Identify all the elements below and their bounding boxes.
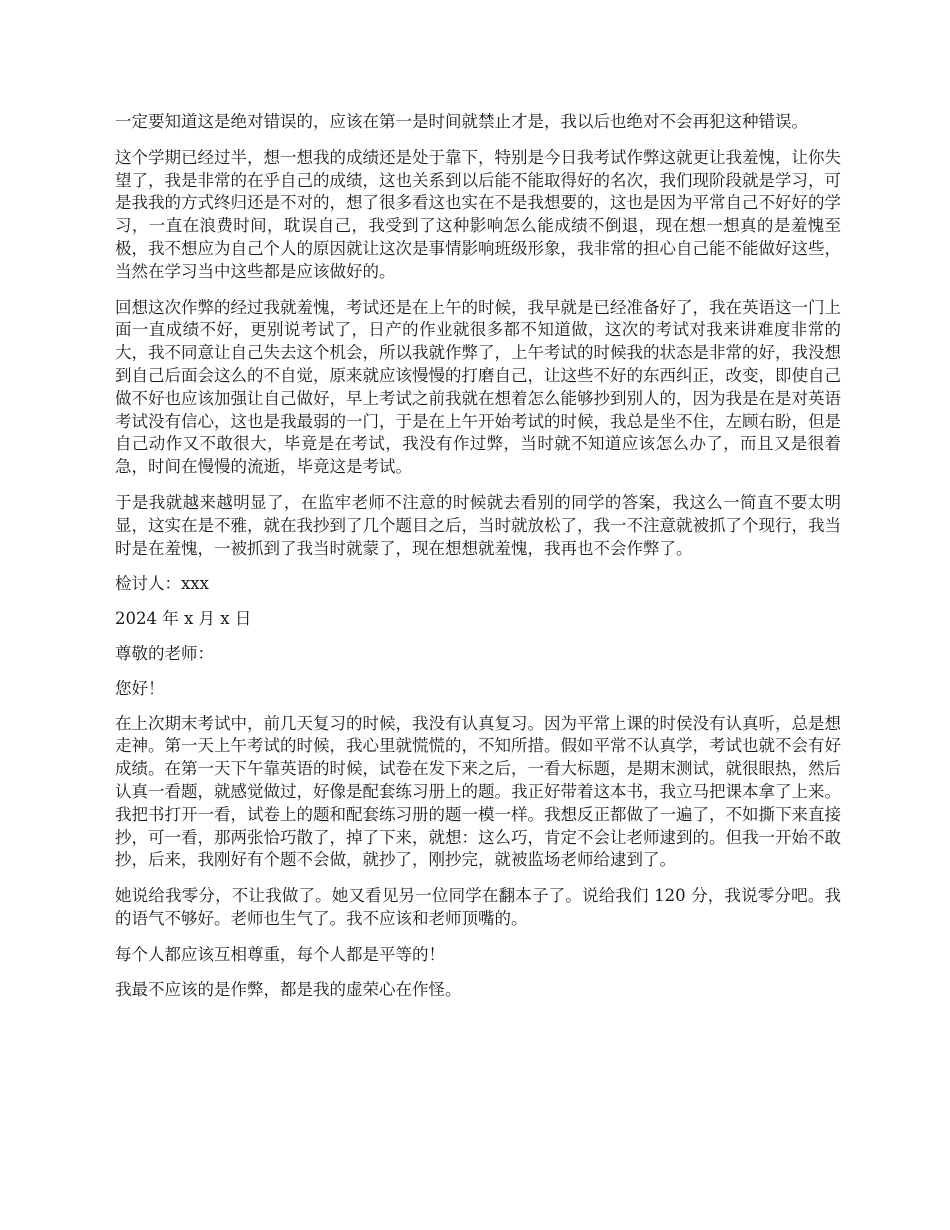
paragraph: 我最不应该的是作弊，都是我的虚荣心在作怪。 — [115, 979, 462, 999]
document-body — [115, 111, 841, 1013]
paragraph: 每个人都应该互相尊重，每个人都是平等的！ — [115, 944, 445, 964]
paragraph: 这个学期已经过半，想一想我的成绩还是处于靠下，特别是今日我考试作弊这就更让我羞愧，让你失望了，我是非常的在乎自己的成绩，这也关系到以后能不能取得好的名次，我们现阶段就是学习，可是我我的方式终归还是不对的，想了很多看这也实在不是我想要的，这也是因为平常自己不好好的学习，一直在浪费时间，耽误自己，我受到了这种影响怎么能成绩不倒退，现在想一想真的是羞愧至极，我不想应为自己个人的原因就让这次是事情影响班级形象，我非常的担心自己能不能做好这些，当然在学习当中这些都是应该做好的。 — [115, 147, 841, 281]
paragraph: 于是我就越来越明显了，在监牢老师不注意的时候就去看别的同学的答案，我这么一简直不要太明显，这实在是不雅，就在我抄到了几个题目之后，当时就放松了，我一不注意就被抓了个现行，我当时是在羞愧，一被抓到了我当时就蒙了，现在想想就羞愧，我再也不会作弊了。 — [115, 492, 841, 558]
signature-line: 检讨人：xxx — [115, 574, 209, 594]
date-line: 2024 年 x 月 x 日 — [115, 609, 252, 629]
paragraph: 在上次期末考试中，前几天复习的时候，我没有认真复习。因为平常上课的时侯没有认真听，总是想走神。第一天上午考试的时候，我心里就慌慌的，不知所措。假如平常不认真学，考试也就不会有好成绩。在第一天下午靠英语的时候，试卷在发下来之后，一看大标题，是期末测试，就很眼热，然后认真一看题，就感觉做过，好像是配套练习册上的题。我正好带着这本书，我立马把课本拿了上来。我把书打开一看，试卷上的题和配套练习册的题一模一样。我想反正都做了一遍了，不如撕下来直接抄，可一看，那两张恰巧散了，掉了下来，就想：这么巧，肯定不会让老师逮到的。但我一开始不敢抄，后来，我刚好有个题不会做，就抄了，刚抄完，就被监场老师给逮到了。 — [115, 713, 841, 870]
paragraph: 她说给我零分，不让我做了。她又看见另一位同学在翻本子了。说给我们 120 分，我说零分吧。我的语气不够好。老师也生气了。我不应该和老师顶嘴的。 — [115, 886, 841, 928]
paragraph: 一定要知道这是绝对错误的，应该在第一是时间就禁止才是，我以后也绝对不会再犯这种错误。 — [115, 112, 808, 131]
paragraph: 回想这次作弊的经过我就羞愧，考试还是在上午的时候，我早就是已经准备好了，我在英语这一门上面一直成绩不好，更别说考试了，日产的作业就很多都不知道做，这次的考试对我来讲难度非常的大，我不同意让自己失去这个机会，所以我就作弊了，上午考试的时候我的状态是非常的好，我没想到自己后面会这么的不自觉，原来就应该慢慢的打磨自己，让这些不好的东西纠正，改变，即使自己做不好也应该加强让自己做好，早上考试之前我就在想着怎么能够抄到别人的，因为我是在是对英语考试没有信心，这也是我最弱的一门，于是在上午开始考试的时候，我总是坐不住，左顾右盼，但是自己动作又不敢很大，毕竟是在考试，我没有作过弊，当时就不知道应该怎么办了，而且又是很着急，时间在慢慢的流逝，毕竟这是考试。 — [115, 297, 841, 477]
salutation: 尊敬的老师： — [115, 643, 214, 663]
greeting: 您好！ — [115, 678, 165, 698]
